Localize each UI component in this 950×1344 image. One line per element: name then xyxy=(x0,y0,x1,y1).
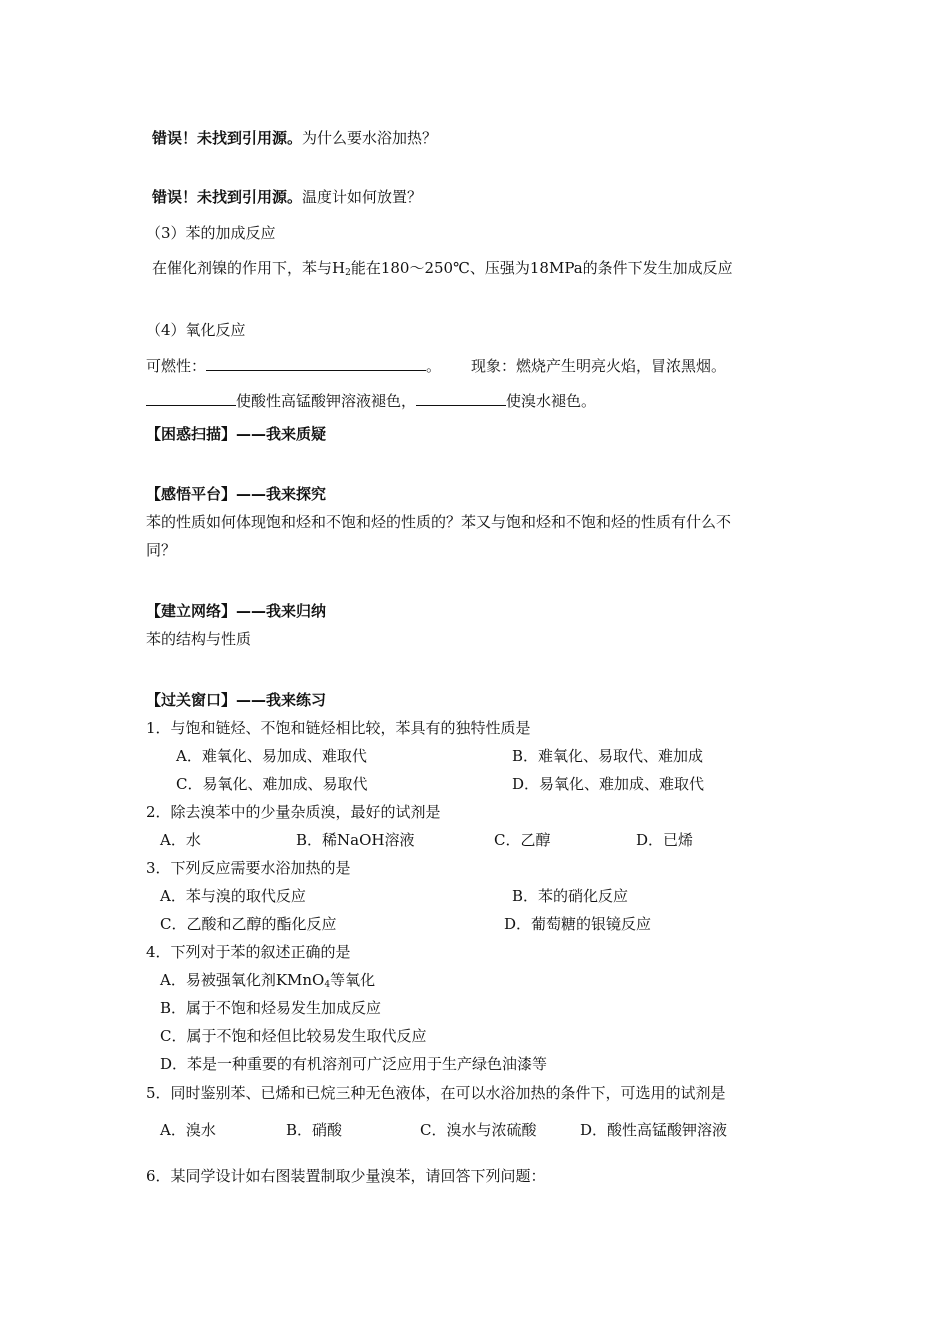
insight-text: 同？ xyxy=(146,541,177,559)
q2-option-c[interactable]: C．乙醇 xyxy=(494,831,551,849)
q2-option-b[interactable]: B．稀NaOH溶液 xyxy=(296,831,415,849)
q4-option-c[interactable]: C．属于不饱和烃但比较易发生取代反应 xyxy=(160,1027,427,1045)
kmno4-text: 使酸性高锰酸钾溶液褪色， xyxy=(236,392,417,410)
addition-text-part: 在催化剂镍的作用下，苯与H xyxy=(152,259,346,277)
decolor-line xyxy=(146,391,596,411)
addition-text-part: 能在180～250℃、压强为18MPa的条件下发生加成反应 xyxy=(350,259,733,277)
reference-error-text: 错误！未找到引用源。 xyxy=(152,129,303,147)
kmno4-blank[interactable] xyxy=(146,391,236,406)
addition-reaction-text xyxy=(152,258,733,278)
question-1: 1．与饱和链烃、不饱和链烃相比较，苯具有的独特性质是 xyxy=(146,719,531,737)
question-5: 5．同时鉴别苯、已烯和已烷三种无色液体，在可以水浴加热的条件下，可选用的试剂是 xyxy=(146,1084,726,1102)
q5-option-d[interactable]: D．酸性高锰酸钾溶液 xyxy=(580,1121,728,1139)
q1-option-c[interactable]: C．易氧化、难加成、易取代 xyxy=(176,775,368,793)
q5-option-c[interactable]: C．溴水与浓硫酸 xyxy=(420,1121,537,1139)
q4-a-text: A．易被强氧化剂KMnO xyxy=(160,971,325,989)
kmno4-subscript: 4 xyxy=(324,980,331,990)
flammability-end: 。 xyxy=(426,357,442,375)
reference-error-text: 错误！未找到引用源。 xyxy=(152,188,303,206)
section-practice: 【过关窗口】——我来练习 xyxy=(146,691,327,709)
question-2: 2．除去溴苯中的少量杂质溴，最好的试剂是 xyxy=(146,803,441,821)
q2-option-d[interactable]: D．已烯 xyxy=(636,831,694,849)
oxidation-reaction-title: （4）氧化反应 xyxy=(146,321,246,339)
flammability-label: 可燃性： xyxy=(146,357,207,375)
q3-option-a[interactable]: A．苯与溴的取代反应 xyxy=(160,887,306,905)
q1-option-a[interactable]: A．难氧化、易加成、难取代 xyxy=(176,747,367,765)
question-text: 温度计如何放置？ xyxy=(302,188,423,206)
question-3: 3．下列反应需要水浴加热的是 xyxy=(146,859,351,877)
question-6: 6．某同学设计如右图装置制取少量溴苯，请回答下列问题： xyxy=(146,1167,546,1185)
q1-option-b[interactable]: B．难氧化、易取代、难加成 xyxy=(512,747,704,765)
q4-a-text: 等氧化 xyxy=(330,971,376,989)
q4-option-b[interactable]: B．属于不饱和烃易发生加成反应 xyxy=(160,999,382,1017)
water-bath-question xyxy=(152,128,437,148)
phenomenon-text: 现象：燃烧产生明亮火焰，冒浓黑烟。 xyxy=(471,357,727,375)
q3-option-d[interactable]: D．葡萄糖的银镜反应 xyxy=(504,915,652,933)
q3-option-c[interactable]: C．乙酸和乙醇的酯化反应 xyxy=(160,915,337,933)
question-text: 为什么要水浴加热？ xyxy=(302,129,438,147)
section-network: 【建立网络】——我来归纳 xyxy=(146,602,327,620)
insight-text: 苯的性质如何体现饱和烃和不饱和烃的性质的？苯又与饱和烃和不饱和烃的性质有什么不 xyxy=(146,513,732,531)
flammability-line xyxy=(146,356,726,376)
network-text: 苯的结构与性质 xyxy=(146,630,252,648)
addition-reaction-title: （3）苯的加成反应 xyxy=(146,224,276,242)
section-insight: 【感悟平台】——我来探究 xyxy=(146,485,327,503)
section-confusion: 【困惑扫描】——我来质疑 xyxy=(146,425,327,443)
flammability-blank[interactable] xyxy=(206,356,426,371)
question-4: 4．下列对于苯的叙述正确的是 xyxy=(146,943,351,961)
q3-option-b[interactable]: B．苯的硝化反应 xyxy=(512,887,629,905)
bromine-text: 使溴水褪色。 xyxy=(506,392,597,410)
q1-option-d[interactable]: D．易氧化、难加成、难取代 xyxy=(512,775,705,793)
bromine-blank[interactable] xyxy=(416,391,506,406)
q4-option-d[interactable]: D．苯是一种重要的有机溶剂可广泛应用于生产绿色油漆等 xyxy=(160,1055,548,1073)
q4-option-a[interactable] xyxy=(160,970,375,990)
h2-subscript: 2 xyxy=(345,268,351,278)
q5-option-b[interactable]: B．硝酸 xyxy=(286,1121,343,1139)
thermometer-question xyxy=(152,187,422,207)
q2-option-a[interactable]: A．水 xyxy=(160,831,201,849)
q5-option-a[interactable]: A．溴水 xyxy=(160,1121,216,1139)
